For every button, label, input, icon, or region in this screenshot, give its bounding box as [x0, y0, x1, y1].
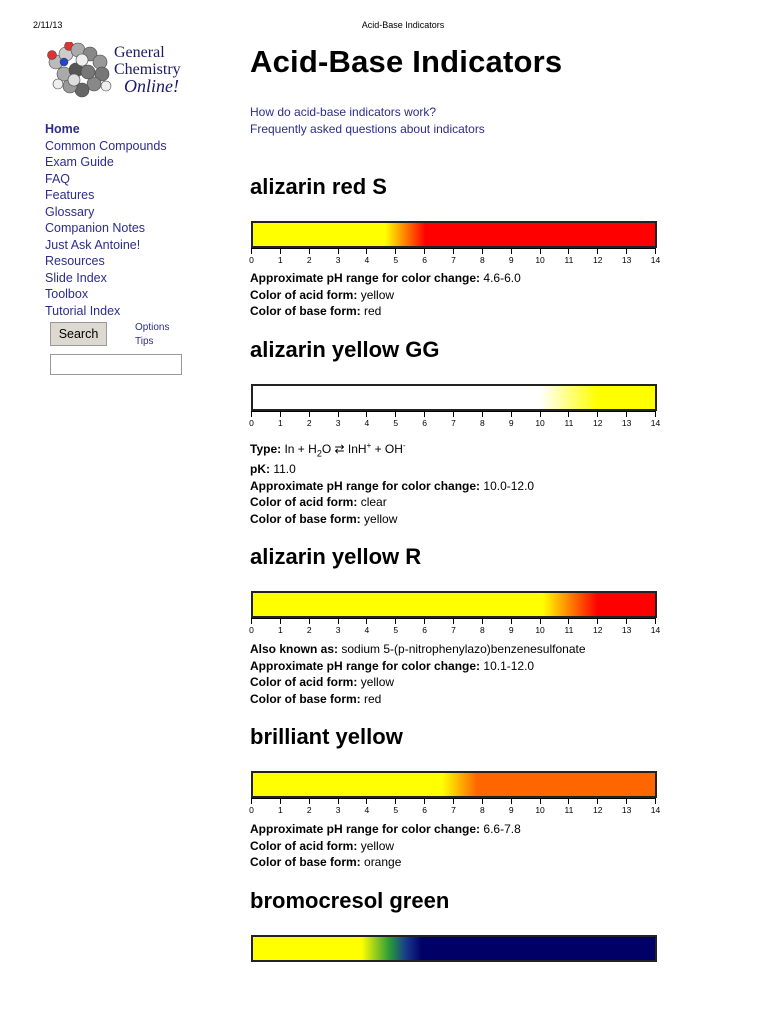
ph-tick — [568, 411, 569, 417]
range-value: 10.0-12.0 — [483, 478, 535, 493]
ph-tick-label: 8 — [479, 417, 485, 428]
ph-tick — [251, 618, 252, 624]
ph-tick — [540, 411, 541, 417]
ph-tick-label: 1 — [277, 805, 283, 816]
ph-tick-label: 4 — [364, 417, 370, 428]
ph-tick — [309, 618, 310, 624]
ph-tick-label: 14 — [650, 417, 661, 428]
nav-item-glossary[interactable]: Glossary — [45, 204, 95, 219]
ph-tick-label: 7 — [451, 805, 456, 816]
ph-tick-label: 3 — [335, 255, 341, 265]
indicator-name: alizarin red S — [250, 174, 387, 199]
ph-tick-label: 2 — [306, 255, 312, 265]
ph-tick — [511, 798, 512, 804]
ph-tick-label: 12 — [593, 417, 603, 428]
ph-tick-label: 8 — [479, 625, 485, 636]
ph-tick-label: 9 — [508, 255, 514, 265]
ph-tick-label: 13 — [621, 417, 632, 428]
ph-tick — [626, 248, 627, 254]
base-color-label: Color of base form: — [250, 691, 361, 706]
ph-tick — [597, 411, 598, 417]
ph-tick — [280, 618, 281, 624]
nav-item-slide-index[interactable]: Slide Index — [45, 270, 107, 285]
type-formula: $In + H_2O$ ⇄ InH+ + OH- — [284, 440, 406, 458]
range-label: Approximate pH range for color change: — [250, 822, 481, 837]
ph-scale-ticks — [249, 618, 661, 638]
ph-tick-label: 14 — [650, 805, 661, 816]
ph-tick — [482, 411, 483, 417]
indicator-name: alizarin yellow GG — [250, 336, 440, 362]
ph-tick-label: 5 — [393, 255, 399, 265]
ph-tick-label: 9 — [508, 625, 514, 636]
type-label: Type: — [250, 441, 282, 456]
acid-color-label: Color of acid form: — [250, 287, 358, 302]
ph-tick-label: 11 — [564, 625, 574, 636]
ph-tick — [597, 248, 598, 254]
ph-tick-label: 7 — [451, 625, 456, 636]
range-label: Approximate pH range for color change: — [250, 658, 481, 673]
molecule-logo-icon — [44, 42, 116, 100]
ph-color-bar — [251, 384, 657, 411]
ph-tick-label: 0 — [249, 805, 254, 816]
nav-item-features[interactable]: Features — [45, 188, 95, 202]
ph-tick — [568, 798, 569, 804]
ph-tick-label: 10 — [535, 805, 545, 816]
ph-tick — [424, 411, 425, 417]
site-logo[interactable] — [44, 42, 204, 102]
nav-item-tutorial-index[interactable]: Tutorial Index — [45, 303, 121, 318]
ph-tick-label: 3 — [335, 625, 341, 636]
ph-tick — [366, 798, 367, 804]
indicator-name: bromocresol green — [250, 887, 450, 913]
aka-label: Also known as: — [250, 642, 339, 657]
ph-tick — [395, 248, 396, 254]
acid-color-value: yellow — [360, 838, 395, 853]
nav-item-resources[interactable]: Resources — [45, 254, 105, 268]
nav-item-home[interactable]: Home — [45, 122, 80, 136]
ph-tick — [395, 618, 396, 624]
indicator-name: brilliant yellow — [250, 724, 403, 750]
indicator-details — [250, 641, 730, 707]
indicator-details — [250, 438, 730, 528]
indicator-section — [250, 888, 730, 983]
acid-color-value: clear — [360, 495, 387, 510]
page-title: Acid-Base Indicators — [250, 44, 563, 79]
ph-tick — [655, 618, 656, 624]
base-color-value: orange — [364, 855, 402, 870]
ph-tick-label: 6 — [422, 805, 428, 816]
ph-tick-label: 2 — [306, 805, 312, 816]
base-color-label: Color of base form: — [250, 855, 361, 870]
ph-tick — [655, 411, 656, 417]
logo-wordmark — [114, 44, 181, 95]
search-input[interactable] — [50, 354, 182, 375]
ph-tick-label: 1 — [277, 417, 283, 428]
ph-tick — [597, 618, 598, 624]
ph-tick — [482, 798, 483, 804]
ph-tick-label: 10 — [535, 255, 545, 265]
ph-tick-label: 6 — [422, 625, 428, 636]
acid-color-label: Color of acid form: — [250, 675, 358, 690]
pk-value: 11.0 — [273, 462, 296, 477]
ph-tick — [366, 248, 367, 254]
acid-color-label: Color of acid form: — [250, 838, 358, 853]
ph-tick — [655, 798, 656, 804]
ph-tick — [626, 618, 627, 624]
ph-tick — [453, 411, 454, 417]
nav-item-faq[interactable]: FAQ — [45, 171, 71, 186]
ph-tick-label: 6 — [422, 255, 428, 265]
ph-scale — [249, 591, 661, 639]
ph-tick-label: 1 — [277, 625, 283, 636]
ph-tick-label: 12 — [593, 625, 603, 636]
intro-links — [250, 104, 730, 138]
ph-tick-label: 3 — [335, 805, 341, 816]
ph-tick — [453, 618, 454, 624]
range-value: 10.1-12.0 — [483, 658, 535, 673]
ph-tick — [395, 798, 396, 804]
ph-tick — [338, 411, 339, 417]
ph-tick-label: 8 — [479, 255, 485, 265]
ph-tick-label: 7 — [451, 417, 456, 428]
indicator-section — [250, 544, 730, 707]
indicator-faq-link[interactable]: Frequently asked questions about indicators — [250, 122, 485, 136]
ph-tick-label: 13 — [621, 255, 632, 265]
ph-tick — [338, 618, 339, 624]
ph-scale — [250, 935, 658, 983]
ph-tick-label: 12 — [593, 805, 603, 816]
main-content — [250, 44, 730, 983]
ph-tick — [309, 798, 310, 804]
indicator-details — [250, 270, 730, 320]
search-options-link[interactable]: Options — [135, 322, 170, 333]
indicator-section — [250, 174, 730, 320]
ph-tick — [540, 618, 541, 624]
ph-tick-label: 11 — [564, 417, 574, 428]
ph-tick-label: 8 — [479, 805, 485, 816]
ph-color-bar — [251, 935, 657, 962]
range-value: 4.6-6.0 — [483, 271, 521, 285]
ph-tick — [251, 411, 252, 417]
ph-tick — [511, 411, 512, 417]
how-indicators-work-link[interactable]: How do acid-base indicators work? — [250, 105, 437, 119]
ph-tick-label: 7 — [451, 255, 456, 265]
ph-tick-label: 5 — [393, 805, 399, 816]
base-color-value: red — [364, 691, 382, 706]
ph-tick — [568, 618, 569, 624]
ph-tick-label: 2 — [306, 625, 312, 636]
nav-item-common-compounds[interactable]: Common Compounds — [45, 138, 167, 153]
nav-item-companion-notes[interactable]: Companion Notes — [45, 221, 146, 235]
ph-tick — [280, 798, 281, 804]
ph-color-bar — [251, 221, 657, 248]
ph-tick-label: 4 — [364, 255, 370, 265]
ph-tick-label: 10 — [535, 417, 545, 428]
ph-tick — [338, 798, 339, 804]
range-label: Approximate pH range for color change: — [250, 271, 481, 285]
ph-tick-label: 0 — [249, 255, 254, 265]
ph-tick-label: 14 — [650, 625, 661, 636]
ph-tick — [424, 248, 425, 254]
ph-tick — [251, 248, 252, 254]
indicator-section — [250, 337, 730, 528]
base-color-value: yellow — [364, 511, 398, 526]
acid-color-label: Color of acid form: — [250, 495, 358, 510]
ph-tick — [395, 411, 396, 417]
search-tips-link[interactable]: Tips — [135, 336, 154, 347]
pk-label: pK: — [250, 462, 270, 477]
ph-tick-label: 9 — [508, 805, 514, 816]
ph-tick-label: 0 — [249, 417, 254, 428]
aka-value: sodium 5-(p-nitrophenylazo)benzenesulfonate — [341, 642, 586, 657]
logo-line-online: Online! — [124, 76, 179, 96]
acid-color-value: yellow — [360, 287, 395, 302]
search-button[interactable]: Search — [50, 322, 107, 346]
ph-tick-label: 10 — [535, 625, 545, 636]
ph-tick — [251, 798, 252, 804]
acid-color-value: yellow — [360, 675, 395, 690]
print-date: 2/11/13 — [33, 20, 63, 30]
range-value: 6.6-7.8 — [483, 822, 521, 837]
ph-scale-ticks — [249, 411, 661, 431]
ph-tick — [597, 798, 598, 804]
print-title: Acid-Base Indicators — [361, 20, 445, 30]
ph-tick-label: 14 — [650, 255, 661, 265]
indicator-section — [250, 724, 730, 871]
ph-tick — [540, 248, 541, 254]
ph-tick-label: 12 — [593, 255, 603, 265]
ph-tick — [280, 248, 281, 254]
nav-item-toolbox[interactable]: Toolbox — [45, 287, 89, 301]
ph-tick — [309, 411, 310, 417]
ph-tick — [511, 618, 512, 624]
ph-tick — [626, 411, 627, 417]
ph-tick-label: 5 — [393, 625, 399, 636]
ph-tick — [626, 798, 627, 804]
ph-tick — [424, 798, 425, 804]
ph-scale-ticks — [249, 248, 661, 268]
ph-tick — [280, 411, 281, 417]
ph-tick-label: 9 — [508, 417, 514, 428]
range-label: Approximate pH range for color change: — [250, 478, 481, 493]
base-color-label: Color of base form: — [250, 304, 361, 318]
ph-tick-label: 6 — [422, 417, 428, 428]
search-links — [135, 321, 169, 349]
ph-tick — [309, 248, 310, 254]
ph-color-bar — [251, 591, 657, 618]
ph-scale — [249, 384, 661, 432]
ph-tick-label: 3 — [335, 417, 341, 428]
ph-tick — [453, 798, 454, 804]
indicator-details — [250, 821, 730, 871]
nav-item-just-ask-antoine[interactable]: Just Ask Antoine! — [45, 237, 141, 252]
ph-tick-label: 4 — [364, 805, 370, 816]
ph-tick — [366, 411, 367, 417]
ph-tick — [482, 248, 483, 254]
base-color-label: Color of base form: — [250, 511, 361, 526]
nav-item-exam-guide[interactable]: Exam Guide — [45, 155, 114, 169]
ph-scale — [249, 221, 661, 269]
logo-line-general: General — [114, 44, 165, 61]
ph-tick-label: 0 — [249, 625, 254, 636]
ph-tick-label: 13 — [621, 805, 632, 816]
ph-scale — [249, 771, 661, 819]
ph-tick-label: 13 — [621, 625, 632, 636]
ph-tick — [511, 248, 512, 254]
ph-tick — [424, 618, 425, 624]
ph-tick-label: 5 — [393, 417, 399, 428]
logo-line-chemistry: Chemistry — [114, 61, 181, 78]
ph-scale-ticks — [249, 798, 661, 818]
ph-tick — [453, 248, 454, 254]
ph-tick-label: 4 — [364, 625, 370, 636]
ph-color-bar — [251, 771, 657, 798]
ph-tick — [568, 248, 569, 254]
base-color-value: red — [364, 304, 382, 318]
ph-tick-label: 1 — [277, 255, 283, 265]
ph-tick — [482, 618, 483, 624]
ph-tick — [338, 248, 339, 254]
ph-tick-label: 11 — [564, 255, 574, 265]
ph-tick-label: 2 — [306, 417, 312, 428]
ph-tick — [366, 618, 367, 624]
ph-tick — [655, 248, 656, 254]
sidebar-nav — [45, 121, 167, 319]
indicator-name: alizarin yellow R — [250, 544, 422, 570]
ph-tick — [540, 798, 541, 804]
ph-tick-label: 11 — [564, 805, 574, 816]
